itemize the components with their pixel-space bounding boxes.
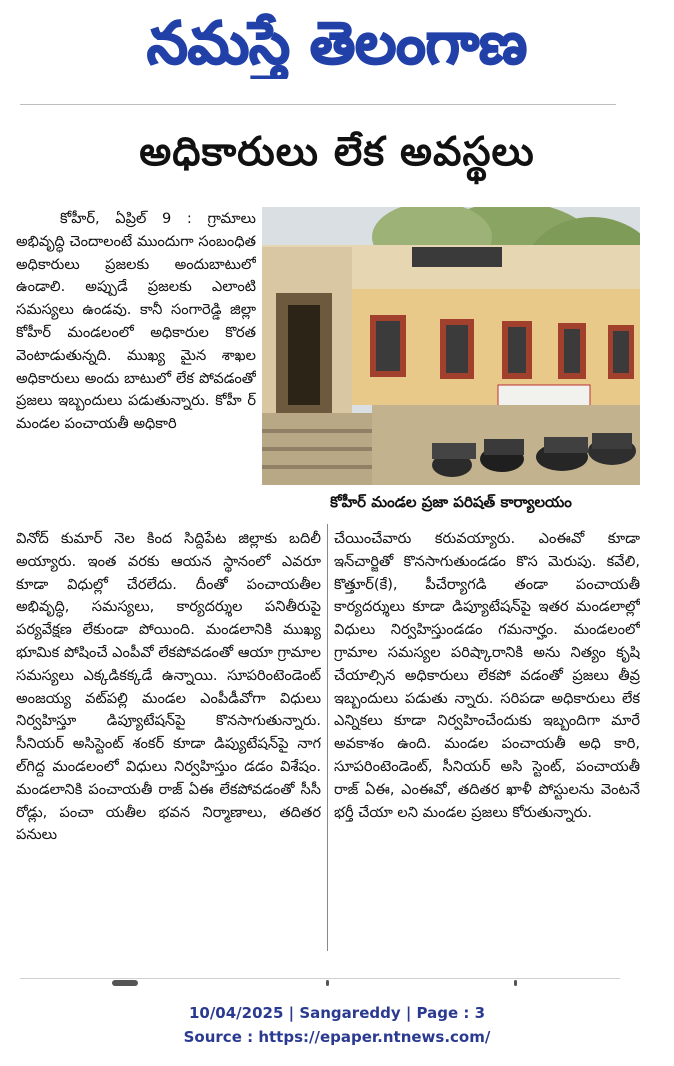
article-column-left-top [16,208,256,504]
masthead [0,2,674,80]
masthead-title: నమస్తే తెలంగాణ [147,9,527,77]
next-article-fragment [326,980,329,986]
office-building-photo [262,207,640,485]
article-column-left-bottom [16,528,321,962]
footer-source: Source : https://epaper.ntnews.com/ [183,1028,491,1046]
top-rule [20,104,616,105]
footer-edition-info: 10/04/2025 | Sangareddy | Page : 3 [188,1004,486,1022]
article-headline: అధికారులు లేక అవస్థలు [139,129,535,175]
column-divider [327,524,328,951]
photo-caption: కోహీర్ మండల ప్రజా పరిషత్ కార్యాలయం [330,493,572,511]
next-article-fragment [514,980,517,986]
bottom-rule [20,978,620,979]
article-paragraph: వినోద్ కుమార్ నెల కింద సిద్దిపేట జిల్లాకు బదిలీ అయ్యారు. ఇంత వరకు ఆయన స్థానంలో ఎవరూ కూడా విధుల్లో చేరలేదు. దీంతో పంచాయతీల అభివృద్ధి, సమస్యలు, కార్యదర్శుల పనితీరుపై పర్యవేక్షణ లేకుండా పోయింది. మండలానికి ముఖ్య భూమిక పోషించే ఎంపీవో లేకపోవడంతో ఆయా గ్రామాల సమస్యలు ఎక్కడికక్కడే ఉన్నాయి. సూపరింటెండెంట్ అంజయ్య వట్‌పల్లి మండల ఎంపీడీవోగా విధులు నిర్వహిస్తూ డిప్యూటేషన్‌పై కొనసాగుతున్నారు. సీనియర్ అసిస్టెంట్ శంకర్ కూడా డిప్యుటేషన్‌పై నాగ ల్‌గిద్ద మండలంలో విధులు నిర్వహిస్తుం డడం విశేషం. మండలానికి పంచాయతీ రాజ్ ఏఈ లేకపోవడంతో సీసీ రోడ్లు, పంచా యతీల భవన నిర్మాణాలు, తదితర పనులు [16,530,321,844]
next-article-fragment [112,980,138,986]
article-paragraph: చేయించేవారు కరువయ్యారు. ఎంఈవో కూడా ఇన్‌చార్జితో కొనసాగుతుండడం కొస మెరుపు. కవేలి, కొత్తూర్(కే), పీచేర్యాగడి తండా పంచాయతీ కార్యదర్శులు కూడా డిప్యూటేషన్‌పై ఇతర మండలాల్లో విధులు నిర్వహిస్తుండడం గమనార్హం. మండలంలో గ్రామాల సమస్యల పరిష్కారానికి అను నిత్యం కృషి చేయాల్సిన అధికారులు లేకపో వడంతో ప్రజలు తీవ్ర ఇబ్బందులు పడుతు న్నారు. సరిపడా అధికారులు లేక ఎన్నికలు కూడా నిర్వహించేందుకు ఇబ్బందిగా మారే అవకాశం ఉంది. మండల పంచాయతీ అధి కారి, సూపరింటెండెంట్, సీనియర్ అసి స్టెంట్, పంచాయతీ రాజ్ ఏఈ, ఎంఈవో, తదితర ఖాళీ పోస్టులను వెంటనే భర్తీ చేయా లని మండల ప్రజలు కోరుతున్నారు. [334,530,640,821]
photo-figure [262,207,640,519]
article-paragraph: కోహీర్, ఏప్రిల్ 9 : గ్రామాలు అభివృద్ధి చెందాలంటే ముందుగా సంబంధిత అధికారులు ప్రజలకు అందుబాటులో ఉండాలి. అప్పుడే ప్రజలకు ఎలాంటి సమస్యలు ఉండవు. కానీ సంగారెడ్డి జిల్లా కోహీర్ మండలంలో అధికారుల కొరత వెంటాడుతున్నది. ముఖ్య మైన శాఖల అధికారులు అందు బాటులో లేక పోవడంతో ప్రజలు ఇబ్బందులు పడుతున్నారు. కోహీ ర్ మండల పంచాయతీ అధికారి [16,210,256,433]
article-column-right [334,528,640,962]
office-building-image [262,207,640,485]
masthead-logo [127,3,547,79]
